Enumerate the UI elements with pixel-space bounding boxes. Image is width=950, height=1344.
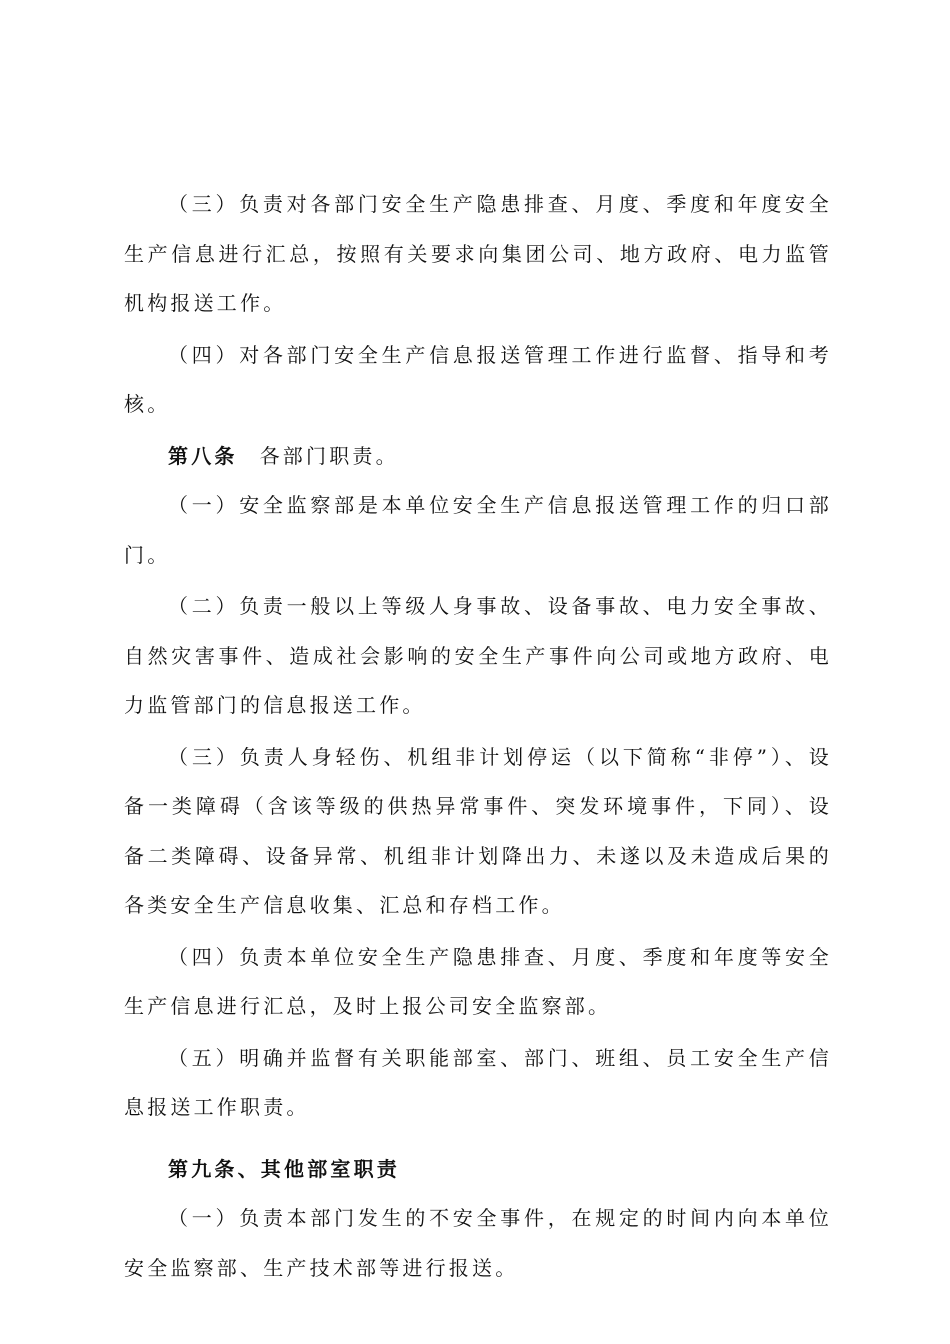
article-8-item-5: （五）明确并监督有关职能部室、部门、班组、员工安全生产信息报送工作职责。 [124,1045,832,1119]
article-8-item-1: （一）安全监察部是本单位安全生产信息报送管理工作的归口部门。 [124,493,832,567]
article-8-heading [124,432,832,482]
article-8-text: 各部门职责。 [259,443,399,468]
paragraph-4-supervision: （四）对各部门安全生产信息报送管理工作进行监督、指导和考核。 [124,342,832,416]
article-8-title: 第八条 [168,443,238,468]
article-8-item-4: （四）负责本单位安全生产隐患排查、月度、季度和年度等安全生产信息进行汇总，及时上报公司安全监察部。 [124,944,832,1018]
paragraph-3-summary: （三）负责对各部门安全生产隐患排查、月度、季度和年度安全生产信息进行汇总，按照有关要求向集团公司、地方政府、电力监管机构报送工作。 [124,192,832,315]
article-9-heading: 第九条、其他部室职责 [168,1156,400,1181]
article-9-item-1: （一）负责本部门发生的不安全事件，在规定的时间内向本单位安全监察部、生产技术部等进行报送。 [124,1206,832,1280]
document-body [124,180,832,1295]
article-8-item-3: （三）负责人身轻伤、机组非计划停运（以下简称“非停”）、设备一类障碍（含该等级的供热异常事件、突发环境事件，下同）、设备二类障碍、设备异常、机组非计划降出力、未遂以及未造成后果的各类安全生产信息收集、汇总和存档工作。 [124,744,832,917]
article-8-item-2: （二）负责一般以上等级人身事故、设备事故、电力安全事故、自然灾害事件、造成社会影响的安全生产事件向公司或地方政府、电力监管部门的信息报送工作。 [124,594,832,717]
